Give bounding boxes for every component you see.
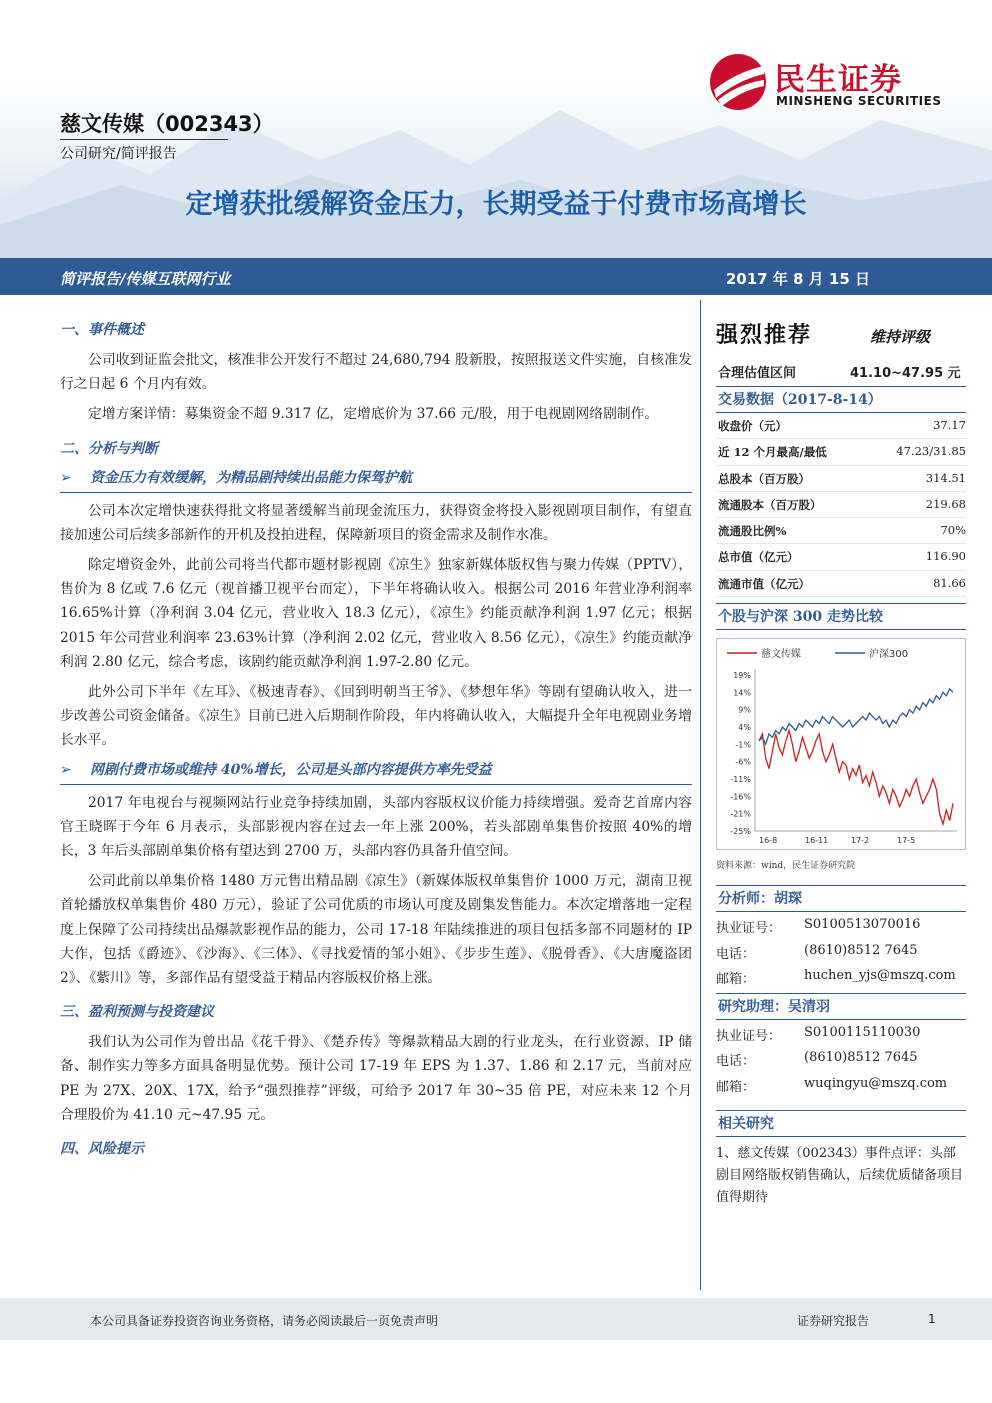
row-value: 37.17 <box>933 418 966 432</box>
chart-source: 资料来源：wind，民生证券研究院 <box>716 861 856 872</box>
contact-row <box>716 912 966 938</box>
table-row <box>716 413 966 439</box>
contact-value: (8610)8512 7645 <box>804 1050 918 1066</box>
section-heading: 四、风险提示 <box>60 1141 144 1158</box>
bullet-text: 资金压力有效缓解，为精品剧持续出品能力保驾护航 <box>90 469 412 486</box>
contact-label: 执业证号： <box>716 1028 782 1044</box>
page-number: 1 <box>928 1312 936 1326</box>
contact-label: 邮箱： <box>716 972 756 988</box>
contact-row <box>716 1071 966 1097</box>
contact-row <box>716 1020 966 1046</box>
contact-value: (8610)8512 7645 <box>804 942 918 958</box>
y-tick-label: 19% <box>733 671 751 681</box>
y-tick-label: -16% <box>730 792 751 802</box>
report-category: 简评报告/传媒互联网行业 <box>60 270 231 288</box>
arrow-bullet-icon: ➢ <box>60 469 72 486</box>
paragraph: 我们认为公司作为曾出品《花千骨》、《楚乔传》等爆款精品大剧的行业龙头，在行业资源、IP 储备、制作实力等多方面具备明显优势。预计公司 17-19 年 EPS 为 1.37、1.86 和 2.17 元，当前对应 PE 为 27X、20X、17X，给予“强烈推荐”评级，可给予 2017 年 30~35 倍 PE，对应未来 12 个月合理股价为 41.10 元~47.95 元。 <box>60 1034 692 1123</box>
y-tick-label: -1% <box>735 740 751 750</box>
contact-label: 电话： <box>716 1054 756 1070</box>
x-tick-label: 16-11 <box>805 836 829 846</box>
contact-row <box>716 938 966 964</box>
logo-text-en: MINSHENG SECURITIES <box>776 94 942 108</box>
row-value: 70% <box>940 523 966 538</box>
row-label: 流通股比例% <box>718 524 787 539</box>
series-line <box>759 689 953 744</box>
contact-label: 电话： <box>716 946 756 962</box>
column-divider <box>700 300 701 1290</box>
section-heading: 三、盈利预测与投资建议 <box>60 1004 214 1021</box>
contact-value: S0100115110030 <box>804 1024 921 1040</box>
report-date: 2017 年 8 月 15 日 <box>725 270 870 288</box>
y-tick-label: -11% <box>730 775 751 785</box>
contact-label: 执业证号： <box>716 921 782 937</box>
paragraph: 公司收到证监会批文，核准非公开发行不超过 24,680,794 股新股，按照报送文件实施，自核准发行之日起 6 个月内有效。 <box>60 352 692 393</box>
company-name: 慈文传媒（002343） <box>60 112 274 136</box>
logo-text-cn: 民生证券 <box>774 62 902 98</box>
section-heading: 二、分析与判断 <box>60 440 158 457</box>
bullet-heading <box>60 759 692 785</box>
row-value: 81.66 <box>933 575 966 590</box>
legend-label: 慈文传媒 <box>761 649 801 661</box>
row-label: 近 12 个月最高/最低 <box>718 445 827 460</box>
arrow-bullet-icon: ➢ <box>60 761 72 778</box>
footer-label: 证券研究报告 <box>797 1314 870 1328</box>
report-headline: 定增获批缓解资金压力，长期受益于付费市场高增长 <box>185 189 807 220</box>
y-tick-label: 14% <box>733 688 751 698</box>
contact-label: 邮箱： <box>716 1079 756 1095</box>
series-line <box>759 731 953 825</box>
stock-comparison-chart <box>716 638 966 850</box>
bullet-text: 网剧付费市场或维持 40%增长，公司是头部内容提供方率先受益 <box>90 761 492 778</box>
trading-data-table <box>716 413 966 597</box>
row-label: 总股本（百万股） <box>718 471 810 486</box>
contact-value: S0100513070016 <box>804 917 921 933</box>
table-row <box>716 439 966 465</box>
row-label: 流通市值（亿元） <box>718 576 810 591</box>
table-row <box>716 492 966 518</box>
y-tick-label: -21% <box>730 809 751 819</box>
row-label: 总市值（亿元） <box>718 550 799 565</box>
paragraph: 公司此前以单集价格 1480 万元售出精品剧《凉生》（新媒体版权单集售价 1000 万元，湖南卫视首轮播放权单集售价 480 万元），验证了公司优质的市场认可度及剧集发售能力。本次定增落地一定程度上保障了公司持续出品爆款影视作品的能力，公司 17-18 年陆续推进的项目包括多部不同题材的 IP 大作，包括《爵迹》、《沙海》、《三体》、《寻找爱情的邹小姐》、《步步生莲》、《脱骨香》、《大唐魔盗团 2》、《紫川》等，多部作品有望受益于精品内容版权价格上涨。 <box>60 873 692 987</box>
row-value: 314.51 <box>925 470 966 485</box>
contact-row <box>716 1045 966 1071</box>
paragraph: 2017 年电视台与视频网站行业竞争持续加剧，头部内容版权议价能力持续增强。爱奇艺首席内容官王晓晖于今年 6 月表示，头部影视内容在过去一年上涨 200%，若头部剧单集售价按照 40%的增长，3 年后头部剧单集价格有望达到 2700 万，头部内容仍具备升值空间。 <box>60 794 692 860</box>
title-divider <box>60 139 228 140</box>
legend-label: 沪深300 <box>869 649 909 661</box>
y-tick-label: 9% <box>738 705 751 715</box>
minsheng-logo-icon <box>706 52 772 112</box>
row-value: 47.23/31.85 <box>896 444 966 459</box>
paragraph: 除定增资金外，此前公司将当代都市题材影视剧《凉生》独家新媒体版权售与聚力传媒（PPTV），售价为 8 亿或 7.6 亿元（视首播卫视平台而定），下半年将确认收入。根据公司 2016 年营业净利润率 16.65%计算（净利润 3.04 亿元，营业收入 18.3 亿元），《凉生》约能贡献净利润 1.97 亿元；根据 2015 年公司营业利润率 23.63%计算（净利润 2.02 亿元，营业收入 8.56 亿元），《凉生》约能贡献净利润 2.80 亿元，综合考虑，该剧约能贡献净利润 1.97-2.80 亿元。 <box>60 557 692 670</box>
footer-disclaimer: 本公司具备证券投资咨询业务资格，请务必阅读最后一页免责声明 <box>90 1314 439 1328</box>
assistant-heading: 研究助理：吴清羽 <box>716 993 966 1020</box>
section-heading: 一、事件概述 <box>60 322 144 338</box>
related-research-heading: 相关研究 <box>716 1110 966 1137</box>
x-tick-label: 17-5 <box>897 836 916 846</box>
main-content <box>60 312 692 1161</box>
paragraph: 定增方案详情：募集资金不超 9.317 亿，定增底价为 37.66 元/股，用于电视剧网络剧制作。 <box>88 406 659 423</box>
table-row <box>716 571 966 597</box>
bullet-heading <box>60 467 692 493</box>
row-value: 116.90 <box>925 549 966 564</box>
y-tick-label: -25% <box>730 827 751 837</box>
analyst-heading: 分析师：胡琛 <box>716 885 966 912</box>
paragraph: 此外公司下半年《左耳》、《极速青春》、《回到明朝当王爷》、《梦想年华》等剧有望确认收入，进一步改善公司资金储备。《凉生》目前已进入后期制作阶段，年内将确认收入，大幅提升全年电视剧业务增长水平。 <box>60 684 692 749</box>
paragraph: 公司本次定增快速获得批文将显著缓解当前现金流压力，获得资金将投入影视剧项目制作，有望直接加速公司后续多部新作的开机及投拍进程，保障新项目的资金需求及制作水准。 <box>60 502 692 543</box>
row-value: 219.68 <box>925 496 966 511</box>
table-row <box>716 466 966 492</box>
x-tick-label: 16-8 <box>759 836 778 846</box>
valuation-row <box>716 358 966 386</box>
related-research-item[interactable]: 1、慈文传媒（002343）事件点评：头部剧目网络版权销售确认，后续优质储备项目值得期待 <box>716 1146 964 1206</box>
row-label: 流通股本（百万股） <box>718 497 822 512</box>
trading-data-heading: 交易数据（2017-8-14） <box>716 386 966 413</box>
rating-row <box>716 318 966 358</box>
report-type: 公司研究/简评报告 <box>60 146 177 162</box>
y-tick-label: 4% <box>738 723 751 733</box>
y-tick-label: -6% <box>735 757 751 767</box>
valuation-value: 41.10~47.95 元 <box>850 366 961 381</box>
rating: 强烈推荐 <box>716 322 813 348</box>
valuation-label: 合理估值区间 <box>718 366 797 381</box>
contact-row <box>716 963 966 989</box>
table-row <box>716 544 966 570</box>
contact-email[interactable]: wuqingyu@mszq.com <box>804 1075 948 1091</box>
table-row <box>716 518 966 544</box>
sidebar <box>716 318 966 1209</box>
chart-heading: 个股与沪深 300 走势比较 <box>716 603 966 630</box>
rating-status: 维持评级 <box>870 328 931 346</box>
contact-email[interactable]: huchen_yjs@mszq.com <box>804 968 956 984</box>
chart-svg <box>717 639 967 851</box>
row-label: 收盘价（元） <box>718 419 787 433</box>
x-tick-label: 17-2 <box>851 836 870 846</box>
minsheng-logo <box>706 52 946 114</box>
